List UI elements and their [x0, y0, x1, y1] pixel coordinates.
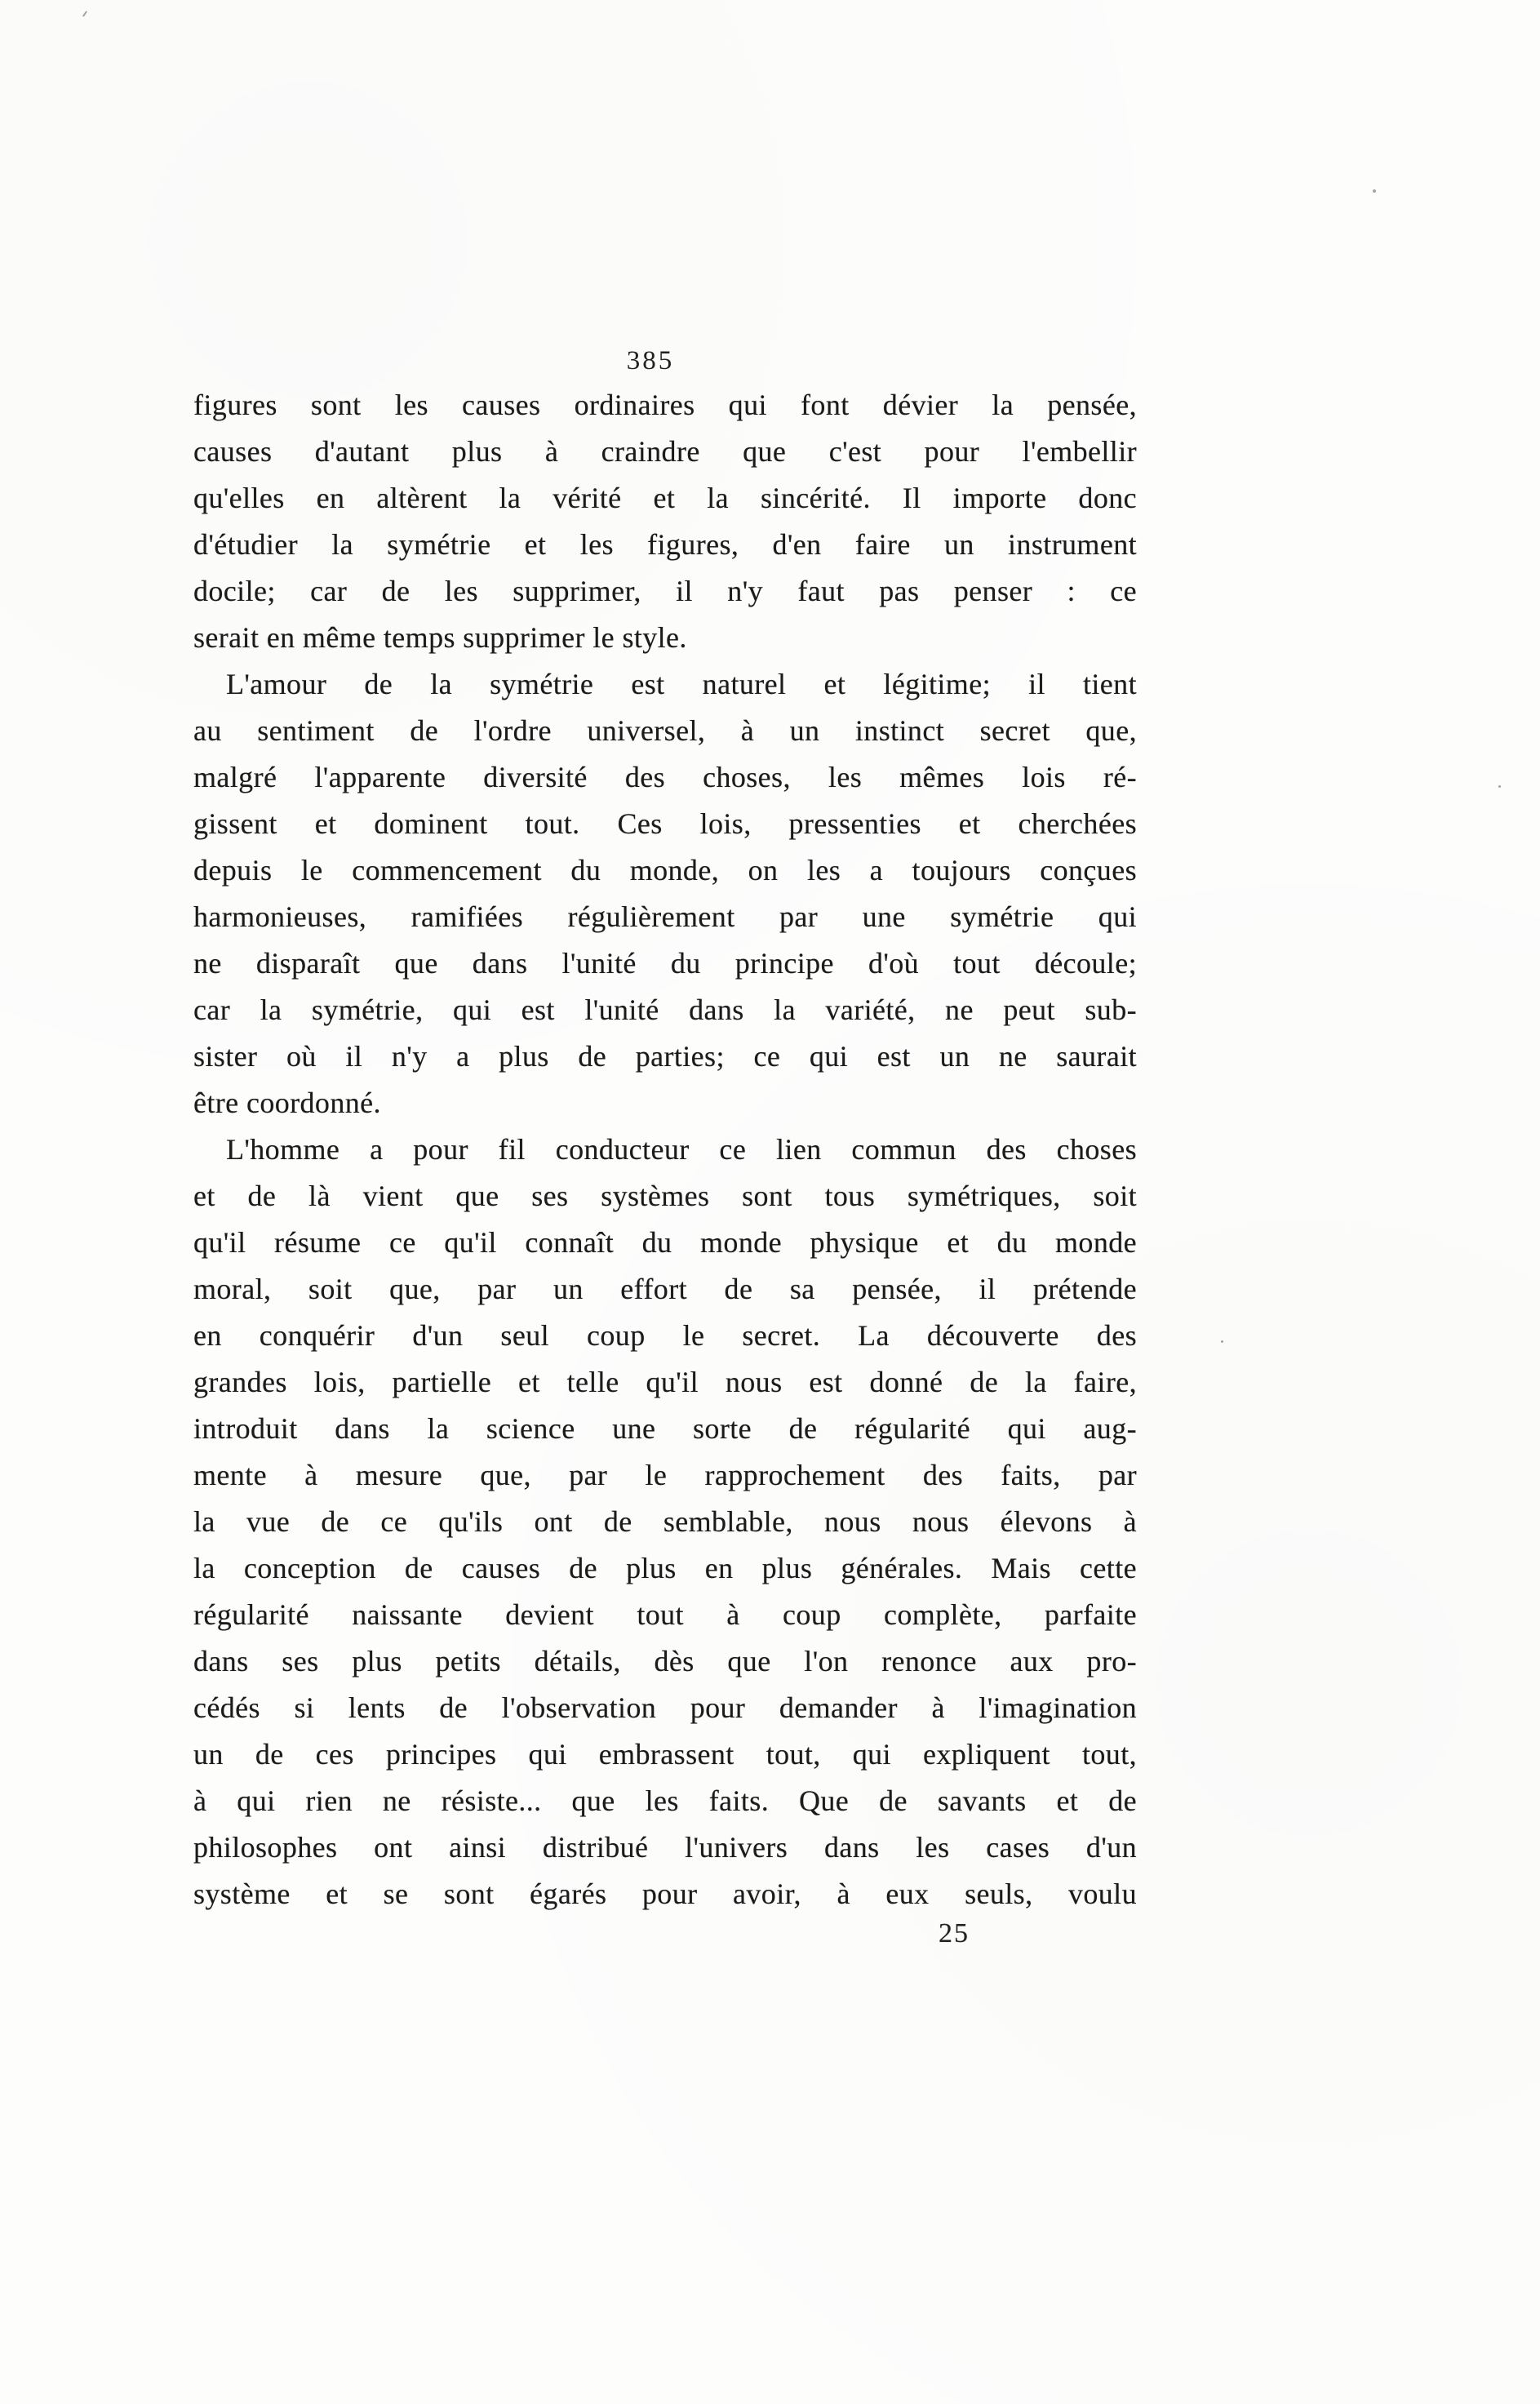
text-line: un de ces principes qui embrassent tout, qui expliquent tout, — [193, 1738, 1137, 1771]
text-line: au sentiment de l'ordre universel, à un instinct secret que, — [193, 714, 1137, 747]
text-line: à qui rien ne résiste... que les faits. Que de savants et de — [193, 1784, 1137, 1817]
text-line: sister où il n'y a plus de parties; ce qui est un ne saurait — [193, 1040, 1137, 1073]
text-line: régularité naissante devient tout à coup complète, parfaite — [193, 1598, 1137, 1631]
text-line: gissent et dominent tout. Ces lois, pressenties et cherchées — [193, 807, 1137, 840]
text-line: causes d'autant plus à craindre que c'est pour l'embellir — [193, 435, 1137, 468]
text-line: moral, soit que, par un effort de sa pensée, il prétende — [193, 1273, 1137, 1305]
text-line: la conception de causes de plus en plus générales. Mais cette — [193, 1552, 1137, 1584]
text-line: qu'il résume ce qu'il connaît du monde physique et du monde — [193, 1226, 1137, 1259]
text-line: introduit dans la science une sorte de régularité qui aug- — [193, 1412, 1137, 1445]
text-line: système et se sont égarés pour avoir, à eux seuls, voulu — [193, 1877, 1137, 1910]
text-line: et de là vient que ses systèmes sont tous symétriques, soit — [193, 1180, 1137, 1212]
signature-number: 25 — [939, 1918, 970, 1949]
text-line-paragraph-end: être coordonné. — [193, 1086, 381, 1119]
text-line: mente à mesure que, par le rapprochement des faits, par — [193, 1459, 1137, 1491]
text-line: ne disparaît que dans l'unité du principe d'où tout découle; — [193, 947, 1137, 980]
scan-speck — [82, 11, 87, 17]
text-line: malgré l'apparente diversité des choses, les mêmes lois ré- — [193, 761, 1137, 793]
text-line: d'étudier la symétrie et les figures, d'en faire un instrument — [193, 528, 1137, 561]
scan-speck — [1373, 189, 1376, 193]
text-line: car la symétrie, qui est l'unité dans la variété, ne peut sub- — [193, 993, 1137, 1026]
text-line: dans ses plus petits détails, dès que l'on renonce aux pro- — [193, 1645, 1137, 1677]
page-number: 385 — [626, 346, 675, 375]
text-line: figures sont les causes ordinaires qui font dévier la pensée, — [193, 389, 1137, 421]
text-line: cédés si lents de l'observation pour demander à l'imagination — [193, 1691, 1137, 1724]
text-line: grandes lois, partielle et telle qu'il nous est donné de la faire, — [193, 1366, 1137, 1398]
text-line: docile; car de les supprimer, il n'y faut pas penser : ce — [193, 575, 1137, 607]
text-line: en conquérir d'un seul coup le secret. La découverte des — [193, 1319, 1137, 1352]
text-line-paragraph-end: serait en même temps supprimer le style. — [193, 621, 687, 654]
text-line: la vue de ce qu'ils ont de semblable, nous nous élevons à — [193, 1505, 1137, 1538]
text-line: qu'elles en altèrent la vérité et la sincérité. Il importe donc — [193, 482, 1137, 514]
scan-speck — [1221, 1340, 1223, 1343]
text-line-paragraph-start: L'homme a pour fil conducteur ce lien commun des choses — [226, 1133, 1137, 1166]
text-line-paragraph-start: L'amour de la symétrie est naturel et légitime; il tient — [226, 668, 1137, 700]
body-text-column — [193, 382, 1137, 1917]
scan-speck — [1498, 785, 1501, 788]
text-line: philosophes ont ainsi distribué l'univers dans les cases d'un — [193, 1831, 1137, 1864]
text-line: harmonieuses, ramifiées régulièrement par une symétrie qui — [193, 900, 1137, 933]
text-line: depuis le commencement du monde, on les a toujours conçues — [193, 854, 1137, 887]
